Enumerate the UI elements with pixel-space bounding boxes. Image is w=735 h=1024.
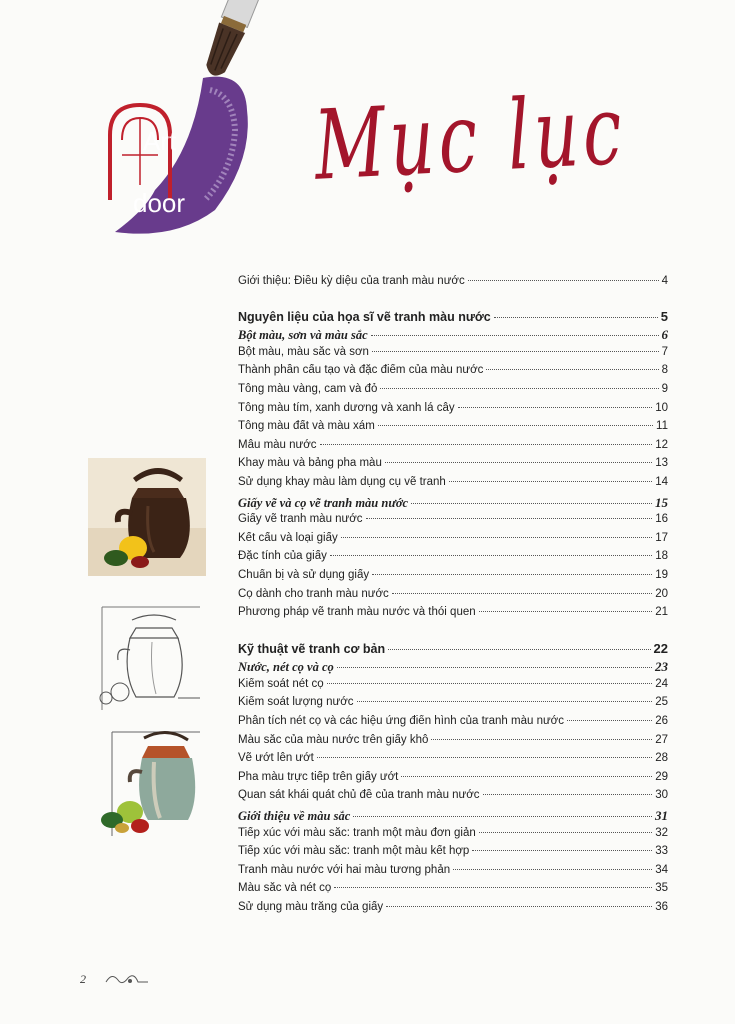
toc-page-number: 14 — [655, 475, 668, 488]
toc-part-title: Kỹ thuật vẽ tranh cơ bản — [238, 641, 386, 656]
toc-item-row[interactable] — [238, 439, 668, 458]
toc-entry-label: Tranh màu nước với hai màu tương phản — [238, 863, 451, 876]
toc-page-number: 4 — [661, 275, 668, 287]
logo-art: Art — [143, 126, 177, 156]
leader-dots — [330, 555, 652, 556]
toc-group-title: Giấy vẽ và cọ vẽ tranh màu nước — [238, 495, 409, 510]
toc-group-row[interactable] — [238, 659, 668, 678]
toc-entry-label: Tiếp xúc với màu sắc: tranh một màu đơn giản — [238, 826, 476, 839]
toc-page-number: 22 — [653, 640, 668, 656]
leader-dots — [453, 869, 652, 870]
leader-dots — [411, 503, 652, 504]
toc-group-title: Nước, nét cọ và cọ — [238, 660, 334, 675]
toc-entry-label: Giấy vẽ tranh màu nước — [238, 513, 363, 526]
toc-part-row[interactable] — [238, 641, 668, 660]
decorative-sketch-icon — [104, 970, 154, 988]
toc-page-number: 25 — [655, 696, 668, 709]
toc-entry-label: Cọ dành cho tranh màu nước — [238, 587, 389, 600]
toc-entry-label: Khay màu và bảng pha màu — [238, 457, 382, 470]
toc-entry-label: Vẽ ướt lên ướt — [238, 752, 314, 765]
toc-item-row[interactable] — [238, 383, 668, 402]
toc-page-number: 34 — [655, 863, 668, 876]
leader-dots — [431, 739, 652, 740]
toc-entry-label: Giới thiệu: Điều kỳ diệu của tranh màu nước — [238, 275, 465, 287]
publisher-logo — [95, 0, 285, 240]
toc-item-row[interactable] — [238, 771, 668, 790]
toc-page-number: 28 — [655, 752, 668, 765]
toc-group-row[interactable] — [238, 495, 668, 514]
leader-dots — [483, 794, 653, 795]
toc-page-number: 12 — [655, 438, 668, 451]
toc-page-number: 32 — [655, 826, 668, 839]
toc-item-row[interactable] — [238, 588, 668, 607]
toc-item-row[interactable] — [238, 457, 668, 476]
toc-page-number: 31 — [655, 808, 668, 824]
toc-intro-row[interactable] — [238, 275, 668, 294]
toc-page-number: 15 — [655, 494, 668, 510]
leader-dots — [366, 518, 653, 519]
toc-page-number: 33 — [655, 845, 668, 858]
toc-page-number: 19 — [655, 568, 668, 581]
toc-page-number: 5 — [660, 308, 668, 324]
toc-part-row[interactable] — [238, 309, 668, 328]
leader-dots — [567, 720, 652, 721]
toc-item-row[interactable] — [238, 845, 668, 864]
toc-entry-label: Phương pháp vẽ tranh màu nước và thói quen — [238, 606, 476, 619]
toc-item-row[interactable] — [238, 752, 668, 771]
leader-dots — [479, 832, 652, 833]
toc-page-number: 11 — [656, 420, 668, 433]
page-title: Mục lục — [311, 73, 629, 202]
toc-entry-label: Đặc tính của giấy — [238, 550, 327, 563]
toc-page-number: 24 — [655, 677, 668, 690]
toc-item-row[interactable] — [238, 569, 668, 588]
leader-dots — [357, 701, 653, 702]
toc-entry-label: Thành phần cấu tạo và đặc điểm của màu nước — [238, 364, 484, 377]
toc-page-number: 16 — [655, 513, 668, 526]
leader-dots — [371, 335, 659, 336]
toc-item-row[interactable] — [238, 402, 668, 421]
toc-item-row[interactable] — [238, 550, 668, 569]
toc-page-number: 30 — [655, 789, 668, 802]
kettle-sketch-illustration — [92, 602, 207, 712]
toc-item-row[interactable] — [238, 789, 668, 808]
toc-page-number: 36 — [655, 901, 668, 913]
toc-entry-label: Sử dụng khay màu làm dụng cụ vẽ tranh — [238, 475, 446, 488]
toc-page-number: 27 — [655, 733, 668, 746]
toc-item-row[interactable] — [238, 696, 668, 715]
toc-page-number: 21 — [655, 606, 668, 619]
toc-item-row[interactable] — [238, 827, 668, 846]
leader-dots — [372, 574, 652, 575]
toc-page-number: 7 — [661, 345, 668, 358]
toc-page-number: 18 — [655, 550, 668, 563]
leader-dots — [392, 593, 652, 594]
toc-entry-label: Tông màu đất và màu xám — [238, 420, 375, 433]
leader-dots — [380, 388, 658, 389]
toc-entry-label: Tông màu tím, xanh dương và xanh lá cây — [238, 401, 455, 414]
toc-item-row[interactable] — [238, 882, 668, 901]
leader-dots — [317, 757, 652, 758]
toc-group-row[interactable] — [238, 327, 668, 346]
leader-dots — [468, 280, 659, 281]
toc-entry-label: Mẫu màu nước — [238, 438, 317, 451]
toc-page-number: 29 — [655, 770, 668, 783]
leader-dots — [458, 407, 653, 408]
toc-entry-label: Quan sát khái quát chủ đề của tranh màu nước — [238, 789, 480, 802]
toc-entry-label: Phân tích nét cọ và các hiệu ứng điển hình của tranh màu nước — [238, 715, 564, 728]
leader-dots — [320, 444, 653, 445]
leader-dots — [388, 649, 650, 650]
kettle-watercolor-illustration — [92, 728, 207, 838]
toc-entry-label: Màu sắc của màu nước trên giấy khô — [238, 733, 429, 746]
toc-entry-label: Kết cấu và loại giấy — [238, 531, 338, 544]
leader-dots — [479, 611, 653, 612]
toc-group-title: Bột màu, sơn và màu sắc — [238, 328, 368, 343]
toc-page-number: 20 — [655, 587, 668, 600]
toc-group-title: Giới thiệu về màu sắc — [238, 809, 351, 824]
toc-part-title: Nguyên liệu của họa sĩ vẽ tranh màu nước — [238, 309, 491, 324]
toc-page-number: 10 — [655, 401, 668, 414]
toc-page-number: 35 — [655, 882, 668, 895]
toc-page-number: 8 — [661, 364, 668, 377]
toc-page-number: 17 — [655, 531, 668, 544]
leader-dots — [386, 906, 652, 907]
toc-page-number: 9 — [661, 382, 668, 395]
logo-door: door — [133, 188, 186, 218]
toc-item-row[interactable] — [238, 476, 668, 495]
toc-group-row[interactable] — [238, 808, 668, 827]
leader-dots — [337, 667, 652, 668]
toc-entry-label: Sử dụng màu trắng của giấy — [238, 901, 384, 913]
kettle-photo-illustration — [88, 458, 206, 576]
toc-item-row[interactable] — [238, 715, 668, 734]
toc-item-row[interactable] — [238, 532, 668, 551]
toc-page-number: 23 — [655, 659, 668, 675]
leader-dots — [401, 776, 652, 777]
toc-item-row[interactable] — [238, 364, 668, 383]
leader-dots — [341, 537, 652, 538]
leader-dots — [334, 887, 652, 888]
toc-entry-label: Kiểm soát nét cọ — [238, 677, 324, 690]
toc-entry-label: Kiểm soát lượng nước — [238, 696, 354, 709]
leader-dots — [385, 462, 652, 463]
toc-entry-label: Pha màu trực tiếp trên giấy ướt — [238, 770, 399, 783]
leader-dots — [327, 683, 653, 684]
leader-dots — [378, 425, 653, 426]
toc-item-row[interactable] — [238, 901, 668, 920]
toc-item-row[interactable] — [238, 513, 668, 532]
toc-item-row[interactable] — [238, 606, 668, 625]
toc-item-row[interactable] — [238, 734, 668, 753]
toc-page-number: 6 — [661, 327, 668, 343]
table-of-contents — [238, 275, 668, 920]
leader-dots — [472, 850, 652, 851]
toc-entry-label: Tiếp xúc với màu sắc: tranh một màu kết hợp — [238, 845, 470, 858]
toc-entry-label: Chuẩn bị và sử dụng giấy — [238, 568, 370, 581]
toc-item-row[interactable] — [238, 346, 668, 365]
toc-entry-label: Màu sắc và nét cọ — [238, 882, 332, 895]
toc-entry-label: Tông màu vàng, cam và đỏ — [238, 382, 378, 395]
toc-page-number: 13 — [655, 457, 668, 470]
toc-item-row[interactable] — [238, 678, 668, 697]
leader-dots — [486, 369, 658, 370]
toc-entry-label: Bột màu, màu sắc và sơn — [238, 345, 369, 358]
leader-dots — [353, 816, 652, 817]
page-number: 2 — [80, 972, 86, 986]
toc-item-row[interactable] — [238, 420, 668, 439]
leader-dots — [372, 351, 659, 352]
leader-dots — [449, 481, 652, 482]
toc-page-number: 26 — [655, 715, 668, 728]
toc-item-row[interactable] — [238, 864, 668, 883]
leader-dots — [494, 317, 658, 318]
